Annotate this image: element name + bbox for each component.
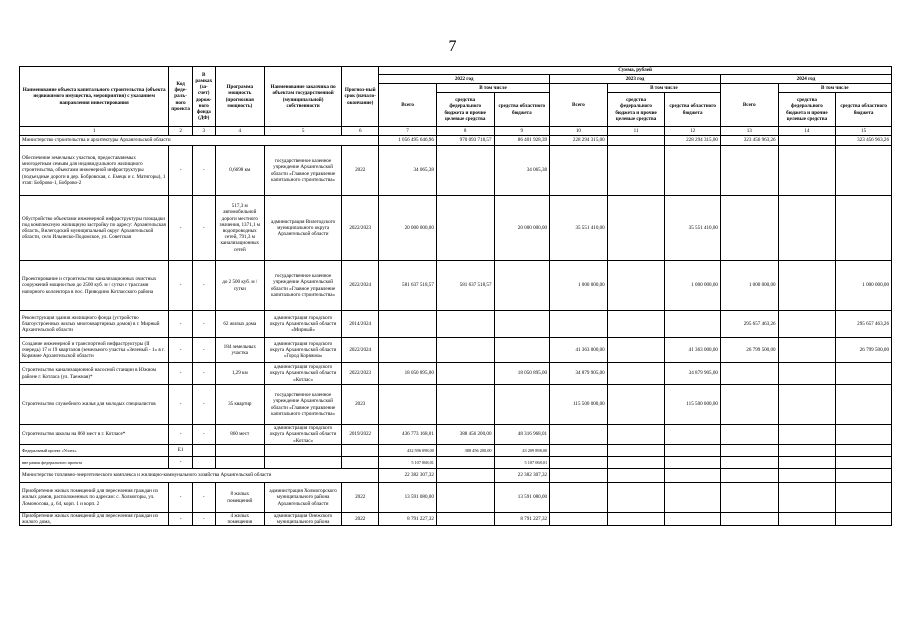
header-term: Прогноз-ный срок (начало-окончание): [342, 67, 379, 127]
amount-cell: [607, 196, 665, 261]
amount-cell: [550, 469, 608, 483]
amount-cell: 34 065,38: [494, 146, 550, 196]
amount-cell: [778, 311, 836, 338]
amount-cell: [836, 483, 892, 513]
amount-cell: [436, 196, 494, 261]
amount-cell: [836, 425, 892, 445]
header-year-2023: 2023 год: [550, 75, 721, 84]
header-fed-2022: средства федерального бюджета и прочие целевые средства: [436, 93, 494, 127]
amount-cell: [720, 425, 778, 445]
amount-cell: 581 637 518,57: [379, 261, 437, 311]
empty-cell: [342, 457, 379, 469]
object-row: [20, 425, 892, 445]
road-fund: -: [192, 311, 215, 338]
investment-table: [19, 66, 892, 526]
table-header: [20, 67, 892, 136]
amount-cell: [836, 363, 892, 385]
object-row: [20, 338, 892, 363]
object-name: Обеспечение земельных участков, предоставляемых многодетным семьям для индивидуального жилищного строительства, объектами инженерной инфраструктуры (подъездные дороги в дер. Бобровская, с. Емецк и с. Матигоры), 1 этап: Боброво-1, Боброво-2: [20, 146, 169, 196]
amount-cell: [720, 196, 778, 261]
amount-cell: [607, 363, 665, 385]
amount-cell: 388 456 200,00: [436, 425, 494, 445]
amount-cell: [720, 483, 778, 513]
amount-cell: 86 401 928,39: [494, 136, 550, 146]
amount-cell: [607, 425, 665, 445]
amount-cell: 295 657 463,26: [720, 311, 778, 338]
amount-cell: [665, 311, 721, 338]
subrow-name: Федеральный проект «Успех»: [20, 445, 169, 457]
amount-cell: 34 879 905,00: [550, 363, 608, 385]
subrow-name: вне рамок федерального проекта: [20, 457, 169, 469]
customer: администрация городского округа Архангельской области «Котлас»: [264, 425, 341, 445]
header-capacity: Программа мощность (прогнозная мощность): [215, 67, 264, 127]
term: 2022: [342, 513, 379, 526]
header-total-2022: Всего: [379, 84, 437, 127]
amount-cell: 228 294 315,00: [665, 136, 721, 146]
header-incl-2022: В том числе: [436, 84, 549, 93]
capacity: 1,29 км: [215, 363, 264, 385]
road-fund: -: [192, 483, 215, 513]
header-code: Код феде-раль-ного проекта: [169, 67, 193, 127]
road-fund: -: [192, 196, 215, 261]
amount-cell: 432 596 098,00: [379, 445, 437, 457]
amount-cell: [665, 445, 721, 457]
amount-cell: 41 363 000,00: [550, 338, 608, 363]
term: 2022: [342, 483, 379, 513]
amount-cell: 295 657 463,26: [836, 311, 892, 338]
amount-cell: [436, 385, 494, 425]
subrow-code: -: [169, 457, 193, 469]
amount-cell: [720, 469, 778, 483]
amount-cell: [550, 457, 608, 469]
amount-cell: [778, 338, 836, 363]
amount-cell: 22 382 307,32: [379, 469, 437, 483]
section-title: Министерство топливно-энергетического комплекса и жилищно-коммунального хозяйства Архангельской области: [20, 469, 379, 483]
amount-cell: [494, 385, 550, 425]
amount-cell: [836, 513, 892, 526]
amount-cell: 13 591 080,00: [379, 483, 437, 513]
amount-cell: [836, 385, 892, 425]
section-title: Министерство строительства и архитектуры Архангельской области: [20, 136, 379, 146]
amount-cell: [379, 311, 437, 338]
amount-cell: [720, 445, 778, 457]
column-number: 8: [436, 127, 494, 136]
column-number: 5: [264, 127, 341, 136]
road-fund: -: [192, 363, 215, 385]
amount-cell: 20 000 000,00: [494, 196, 550, 261]
column-number: 4: [215, 127, 264, 136]
amount-cell: [436, 338, 494, 363]
customer: администрация городского округа Архангельской области «Котлас»: [264, 363, 341, 385]
amount-cell: [436, 311, 494, 338]
amount-cell: [778, 513, 836, 526]
amount-cell: [778, 445, 836, 457]
capacity: 8 жилых помещений: [215, 483, 264, 513]
federal-project-code: -: [169, 363, 193, 385]
amount-cell: [720, 146, 778, 196]
amount-cell: 323 456 963,26: [720, 136, 778, 146]
empty-cell: [192, 457, 215, 469]
object-row: [20, 513, 892, 526]
customer: администрация Вилегодского муниципального округа Архангельской области: [264, 196, 341, 261]
column-number: 15: [836, 127, 892, 136]
empty-cell: [342, 445, 379, 457]
amount-cell: [607, 261, 665, 311]
object-row: [20, 385, 892, 425]
amount-cell: [836, 445, 892, 457]
amount-cell: [436, 513, 494, 526]
amount-cell: 436 773 168,01: [379, 425, 437, 445]
federal-project-code: -: [169, 425, 193, 445]
amount-cell: [720, 385, 778, 425]
term: 2023: [342, 385, 379, 425]
amount-cell: [665, 469, 721, 483]
amount-cell: 41 363 000,00: [665, 338, 721, 363]
amount-cell: [436, 457, 494, 469]
header-year-2022: 2022 год: [379, 75, 550, 84]
amount-cell: [665, 513, 721, 526]
federal-project-code: -: [169, 483, 193, 513]
amount-cell: [607, 445, 665, 457]
object-row: [20, 363, 892, 385]
amount-cell: 8 791 227,32: [494, 513, 550, 526]
amount-cell: [550, 513, 608, 526]
column-numbers-row: [20, 127, 892, 136]
object-name: Обустройство объектами инженерной инфраструктуры площадки под комплексную жилищную застройку по адресу: Архангельская область, Вилегодский муниципальный округ Архангельской области, село Ильинско-Подомское, ул. Советская: [20, 196, 169, 261]
term: 2022/2024: [342, 261, 379, 311]
term: 2014/2024: [342, 311, 379, 338]
object-name: Строительство школы на 860 мест в г. Котласе*: [20, 425, 169, 445]
capacity: 35 квартир: [215, 385, 264, 425]
term: 2022/2023: [342, 196, 379, 261]
object-name: Приобретение жилых помещений для переселения граждан из жилого дома,: [20, 513, 169, 526]
amount-cell: [778, 136, 836, 146]
empty-cell: [192, 445, 215, 457]
object-row: [20, 483, 892, 513]
amount-cell: 8 791 227,32: [379, 513, 437, 526]
amount-cell: [607, 338, 665, 363]
column-number: 14: [778, 127, 836, 136]
amount-cell: 581 637 518,57: [436, 261, 494, 311]
amount-cell: 34 065,38: [379, 146, 437, 196]
amount-cell: 1 000 000,00: [665, 261, 721, 311]
header-sum: Сумма, рублей: [379, 67, 892, 75]
section-row: [20, 136, 892, 146]
federal-project-code: -: [169, 311, 193, 338]
object-name: Проектирование и строительство канализационных очистных сооружений мощностью до 2500 куб. м / сутки с трассами напорного коллектора в пос. Приводино Котласского района: [20, 261, 169, 311]
amount-cell: [379, 338, 437, 363]
amount-cell: 48 316 968,01: [494, 425, 550, 445]
amount-cell: [665, 483, 721, 513]
empty-cell: [264, 445, 341, 457]
amount-cell: [436, 483, 494, 513]
amount-cell: [607, 469, 665, 483]
road-fund: -: [192, 513, 215, 526]
amount-cell: 323 456 963,26: [836, 136, 892, 146]
amount-cell: [836, 146, 892, 196]
header-customer: Наименование заказчика по объектам государственной (муниципальной) собственности: [264, 67, 341, 127]
amount-cell: 115 500 000,00: [550, 385, 608, 425]
object-name: Строительство служебного жилья для молодых специалистов: [20, 385, 169, 425]
customer: администрация Онежского муниципального района: [264, 513, 341, 526]
road-fund: -: [192, 146, 215, 196]
amount-cell: [778, 385, 836, 425]
column-number: 7: [379, 127, 437, 136]
column-number: 11: [607, 127, 665, 136]
amount-cell: 5 107 068,01: [379, 457, 437, 469]
empty-cell: [215, 445, 264, 457]
object-row: [20, 261, 892, 311]
amount-cell: [607, 146, 665, 196]
federal-project-code: -: [169, 146, 193, 196]
amount-cell: 1 056 495 646,96: [379, 136, 437, 146]
amount-cell: [836, 469, 892, 483]
amount-cell: 35 551 410,00: [665, 196, 721, 261]
amount-cell: [436, 469, 494, 483]
amount-cell: [550, 425, 608, 445]
federal-project-code: -: [169, 261, 193, 311]
amount-cell: [550, 445, 608, 457]
amount-cell: [607, 385, 665, 425]
empty-cell: [264, 457, 341, 469]
term: 2022/2023: [342, 363, 379, 385]
amount-cell: 26 799 500,00: [720, 338, 778, 363]
amount-cell: 1 000 000,00: [720, 261, 778, 311]
header-reg-2024: средства областного бюджета: [836, 93, 892, 127]
header-name: Наименование объекта капитального строительства (объекта недвижимого имущества, мероприятия) с указанием направления инвестирования: [20, 67, 169, 127]
amount-cell: [550, 483, 608, 513]
term: 2022/2024: [342, 338, 379, 363]
page-number: 7: [448, 38, 457, 55]
subrow-code: Е1: [169, 445, 193, 457]
amount-cell: [836, 457, 892, 469]
amount-cell: [778, 146, 836, 196]
federal-project-code: -: [169, 338, 193, 363]
customer: администрация городского округа Архангельской области «Мирный»: [264, 311, 341, 338]
amount-cell: [778, 363, 836, 385]
amount-cell: [720, 457, 778, 469]
amount-cell: 22 382 307,32: [494, 469, 550, 483]
amount-cell: 18 050 895,00: [494, 363, 550, 385]
object-row: [20, 146, 892, 196]
amount-cell: [836, 196, 892, 261]
column-number: 1: [20, 127, 169, 136]
capacity: 184 земельных участка: [215, 338, 264, 363]
amount-cell: [550, 146, 608, 196]
amount-cell: [607, 483, 665, 513]
capacity: 0,6698 км: [215, 146, 264, 196]
amount-cell: [436, 363, 494, 385]
capacity: 62 жилых дома: [215, 311, 264, 338]
amount-cell: [778, 469, 836, 483]
road-fund: -: [192, 338, 215, 363]
amount-cell: 43 209 898,00: [494, 445, 550, 457]
column-number: 3: [192, 127, 215, 136]
amount-cell: [379, 385, 437, 425]
table-body: [20, 136, 892, 526]
empty-cell: [215, 457, 264, 469]
amount-cell: 26 799 500,00: [836, 338, 892, 363]
amount-cell: [494, 311, 550, 338]
amount-cell: [550, 311, 608, 338]
amount-cell: [720, 513, 778, 526]
header-reg-2022: средства областного бюджета: [494, 93, 550, 127]
column-number: 2: [169, 127, 193, 136]
capacity: до 2 500 куб. м / сутки: [215, 261, 264, 311]
amount-cell: [778, 457, 836, 469]
amount-cell: [436, 146, 494, 196]
amount-cell: [720, 363, 778, 385]
amount-cell: 20 000 000,00: [379, 196, 437, 261]
object-name: Приобретение жилых помещений для переселения граждан из жилых домов, расположенных по адресам: с. Холмогоры, ул. Ломоносова, д. 64, корп. 1 и корп. 2: [20, 483, 169, 513]
header-total-2023: Всего: [550, 84, 608, 127]
amount-cell: [665, 425, 721, 445]
capacity: 4 жилых помещения: [215, 513, 264, 526]
amount-cell: [494, 338, 550, 363]
section-row: [20, 469, 892, 483]
amount-cell: 388 456 200,00: [436, 445, 494, 457]
amount-cell: [778, 196, 836, 261]
road-fund: -: [192, 385, 215, 425]
amount-cell: 1 000 000,00: [550, 261, 608, 311]
header-incl-2023: В том числе: [607, 84, 720, 93]
amount-cell: [494, 261, 550, 311]
federal-project-code: -: [169, 513, 193, 526]
amount-cell: 970 093 718,57: [436, 136, 494, 146]
road-fund: -: [192, 261, 215, 311]
capacity: 517,3 м автомобильной дороги местного значения, 1371,1 м водопроводных сетей, 791,3 м канализационных сетей: [215, 196, 264, 261]
road-fund: -: [192, 425, 215, 445]
subrow: [20, 457, 892, 469]
object-name: Реконструкция здания жилищного фонда (устройство благоустроенных жилых многоквартирных домов) в г. Мирный Архангельской области: [20, 311, 169, 338]
header-fed-2023: средства федерального бюджета и прочие целевые средства: [607, 93, 665, 127]
amount-cell: 1 000 000,00: [836, 261, 892, 311]
customer: администрация Холмогорского муниципального района Архангельской области: [264, 483, 341, 513]
amount-cell: 35 551 410,00: [550, 196, 608, 261]
term: 2022: [342, 146, 379, 196]
subrow: [20, 445, 892, 457]
amount-cell: 13 591 080,00: [494, 483, 550, 513]
column-number: 6: [342, 127, 379, 136]
header-reg-2023: средства областного бюджета: [665, 93, 721, 127]
amount-cell: [607, 513, 665, 526]
column-number: 13: [720, 127, 778, 136]
amount-cell: 5 107 068,01: [494, 457, 550, 469]
customer: администрация городского округа Архангельской области «Город Коряжма»: [264, 338, 341, 363]
amount-cell: [778, 425, 836, 445]
amount-cell: 228 294 315,00: [550, 136, 608, 146]
object-name: Строительство канализационной насосной станции в Южном районе г. Котласа (ул. Таежная)*: [20, 363, 169, 385]
amount-cell: [778, 483, 836, 513]
federal-project-code: -: [169, 196, 193, 261]
object-row: [20, 311, 892, 338]
capacity: 860 мест: [215, 425, 264, 445]
object-row: [20, 196, 892, 261]
amount-cell: [607, 457, 665, 469]
column-number: 10: [550, 127, 608, 136]
amount-cell: [607, 311, 665, 338]
amount-cell: 18 050 895,00: [379, 363, 437, 385]
amount-cell: [778, 261, 836, 311]
amount-cell: [665, 457, 721, 469]
amount-cell: [665, 146, 721, 196]
term: 2019/2022: [342, 425, 379, 445]
object-name: Создание инженерной и транспортной инфраструктуры (II очередь) 17 и 19 кварталов (земельного участка «Зеленый - 1» в г. Коряжме Архангельской области: [20, 338, 169, 363]
customer: государственное казенное учреждение Архангельской области «Главное управление капитального строительства»: [264, 261, 341, 311]
customer: государственное казенное учреждение Архангельской области «Главное управление капитального строительства»: [264, 385, 341, 425]
amount-cell: 115 500 000,00: [665, 385, 721, 425]
amount-cell: [607, 136, 665, 146]
header-road-fund: В рамках (за-счет) дорож-ного фонда (ДФ): [192, 67, 215, 127]
federal-project-code: -: [169, 385, 193, 425]
column-number: 12: [665, 127, 721, 136]
amount-cell: 34 879 905,00: [665, 363, 721, 385]
customer: государственное казенное учреждение Архангельской области «Главное управление капитального строительства»: [264, 146, 341, 196]
header-year-2024: 2024 год: [720, 75, 891, 84]
header-total-2024: Всего: [720, 84, 778, 127]
header-incl-2024: В том числе: [778, 84, 891, 93]
header-fed-2024: средства федерального бюджета и прочие целевые средства: [778, 93, 836, 127]
column-number: 9: [494, 127, 550, 136]
